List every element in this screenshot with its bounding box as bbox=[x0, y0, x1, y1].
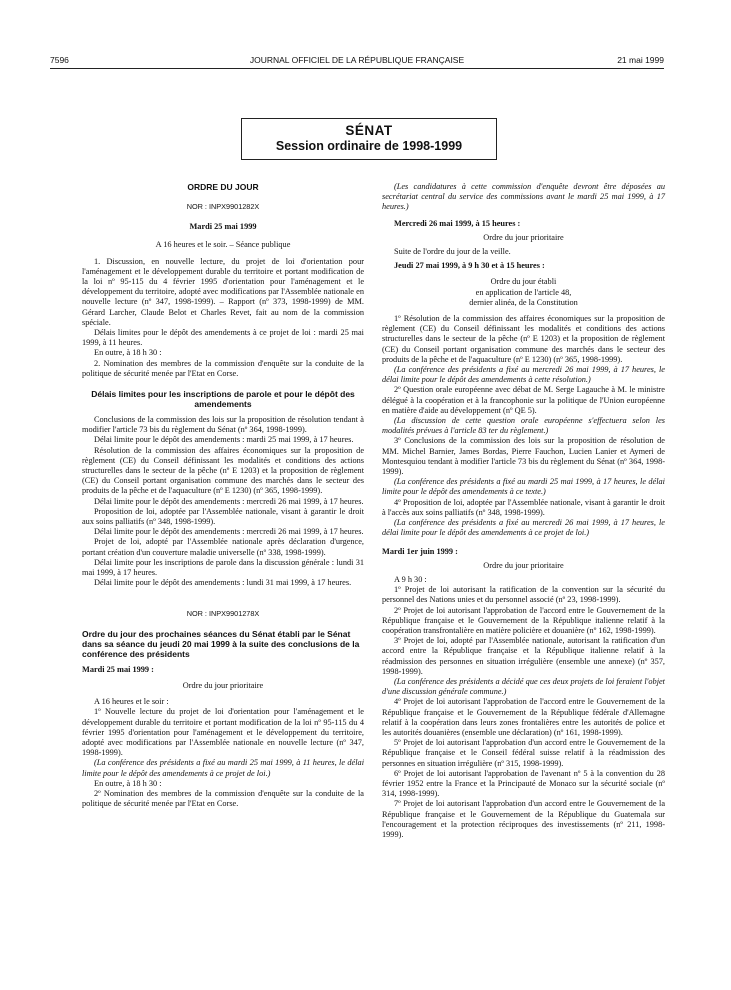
date-heading: Mardi 25 mai 1999 bbox=[189, 222, 257, 232]
agenda-item: 5º Projet de loi autorisant l'approbation d'un accord entre le Gouvernement de la République française et le Conseil fédéral suisse relatif à la réadmission des personnes en situation irrégulière (nº 315, 1998-1999). bbox=[382, 738, 665, 768]
agenda-item: 2º Projet de loi autorisant l'approbation de l'accord entre le Gouvernement de la République française et le Gouvernement de la République italienne relatif à la coopération transfrontalière en matière policière et douanière (nº 162, 1998-1999). bbox=[382, 605, 665, 635]
deadline-item: Conclusions de la commission des lois sur la proposition de résolution tendant à modifier l'article 73 bis du règlement du Sénat (nº 364, 1998-1999). bbox=[82, 415, 364, 435]
page-header bbox=[50, 55, 664, 69]
deadline-text: Délai limite pour le dépôt des amendements : mercredi 26 mai 1999, à 17 heures. bbox=[94, 527, 364, 537]
page-number: 7596 bbox=[50, 55, 69, 65]
left-column bbox=[82, 182, 364, 809]
deadline-text: Délai limite pour le dépôt des amendements : lundi 31 mai 1999, à 17 heures. bbox=[94, 578, 352, 588]
agenda-item: 3º Projet de loi, adopté par l'Assemblée nationale, autorisant la ratification d'un accord entre la République française et la République italienne relatif à la réadmission des personnes en situation irrégulière (ensemble une annexe) (nº 357, 1998-1999). bbox=[382, 636, 665, 676]
right-column bbox=[382, 182, 665, 840]
agenda-item: 1º Nouvelle lecture du projet de loi d'orientation pour l'aménagement et le développement durable du territoire et portant modification de la loi nº 95-115 du 4 février 1995 d'orientation pour l'aménagement et le développement du territoire, adopté avec modifications par l'Assemblée nationale en nouvelle lecture (nº 347, 1998-1999). bbox=[82, 707, 364, 758]
conference-note: (La conférence des présidents a fixé au mercredi 26 mai 1999, à 17 heures, le délai limite pour le dépôt des amendements à cette résolution.) bbox=[382, 365, 665, 385]
conference-note: (La discussion de cette question orale européenne s'effectuera selon les modalités prévues à l'article 83 ter du règlement.) bbox=[382, 416, 665, 436]
agenda-item: 4º Projet de loi autorisant l'approbation de l'accord entre le Gouvernement de la République française et le Gouvernement de la République fédérale d'Allemagne relatif à la coopération dans leurs zones frontalières entre les autorités de police et les autorités douanières (ensemble une déclaration) (nº 161, 1998-1999). bbox=[382, 697, 665, 737]
prioritaire-heading: Ordre du jour prioritaire bbox=[483, 560, 564, 570]
deadline-item: Résolution de la commission des affaires économiques sur la proposition de règlement (CE) du Conseil définissant les modalités et conditions des actions structurelles dans le secteur de la pêche (nº E 1203) et la proposition de règlement (CE) du Conseil portant organisation commune des marchés dans le secteur des produits de la pêche et de l'aquaculture (nº E 1230) (nº 365, 1998-1999). bbox=[82, 445, 364, 496]
banner-subtitle: Session ordinaire de 1998-1999 bbox=[275, 139, 463, 153]
outre-line: En outre, à 18 h 30 : bbox=[94, 348, 162, 358]
agenda-item: 2º Question orale européenne avec débat de M. Serge Lagauche à M. le ministre délégué à la coopération et à la francophonie sur la politique de l'Union européenne en matière d'aide au développement (nº QE 5). bbox=[382, 385, 665, 415]
deadline-item: Projet de loi, adopté par l'Assemblée nationale après déclaration d'urgence, portant création d'un couverture maladie universelle (nº 338, 1998-1999). bbox=[82, 537, 364, 557]
agenda-item: 6º Projet de loi autorisant l'approbation de l'avenant nº 5 à la convention du 28 février 1952 entre la France et la Principauté de Monaco sur la sécurité sociale (nº 314, 1998-1999). bbox=[382, 768, 665, 799]
date-heading: Mardi 1er juin 1999 : bbox=[382, 546, 458, 556]
etabli-line: Ordre du jour établi bbox=[490, 277, 557, 287]
agenda-item: 1. Discussion, en nouvelle lecture, du projet de loi d'orientation pour l'aménagement et le développement durable du territoire et portant modification de la loi nº 95-115 du 4 février 1995 d'orientation pour l'aménagement et le développement du territoire, adopté avec modifications par l'Assemblée nationale en nouvelle lecture (nº 347, 1998-1999). – Rapport (nº 373, 1998-1999) de MM. Gérard Larcher, Claude Belot et Charles Revet, fait au nom de la commission spéciale. bbox=[82, 256, 364, 327]
etabli-line: dernier alinéa, de la Constitution bbox=[469, 297, 578, 307]
outre-line: En outre, à 18 h 30 : bbox=[94, 778, 162, 788]
ordre-title: ORDRE DU JOUR bbox=[187, 182, 259, 192]
time-line: A 16 heures et le soir : bbox=[94, 697, 169, 707]
issue-date: 21 mai 1999 bbox=[617, 55, 664, 65]
journal-title: JOURNAL OFFICIEL DE LA RÉPUBLIQUE FRANÇAISE bbox=[249, 55, 465, 65]
deadline-text: Délais limites pour le dépôt des amendements à ce projet de loi : mardi 25 mai 1999, à 11 heures. bbox=[82, 328, 364, 348]
deadline-item: Proposition de loi, adoptée par l'Assemblée nationale, visant à garantir le droit aux soins palliatifs (nº 348, 1998-1999). bbox=[82, 506, 364, 527]
date-heading: Mardi 25 mai 1999 : bbox=[82, 664, 154, 674]
agenda-item: 1º Résolution de la commission des affaires économiques sur la proposition de règlement (CE) du Conseil définissant les modalités et conditions des actions structurelles dans le secteur de la pêche (nº E 1203) et la proposition de règlement (CE) du Conseil portant organisation commune des marchés dans le secteur des produits de la pêche et de l'aquaculture (nº E 1230) (nº 365, 1998-1999). bbox=[382, 314, 665, 364]
banner-title: SÉNAT bbox=[345, 123, 393, 138]
deadline-text: Délai limite pour le dépôt des amendements : mercredi 26 mai 1999, à 17 heures. bbox=[94, 496, 364, 506]
date-heading: Mercredi 26 mai 1999, à 15 heures : bbox=[394, 218, 521, 228]
conference-note: (La conférence des présidents a fixé au mardi 25 mai 1999, à 17 heures, le délai limite pour le dépôt des amendements à ce texte.) bbox=[382, 477, 665, 497]
prochaines-title: Ordre du jour des prochaines séances du Sénat établi par le Sénat dans sa séance du jeudi 20 mai 1999 à la suite des conclusions de la conférence des présidents bbox=[82, 628, 360, 659]
agenda-item: 2. Nomination des membres de la commission d'enquête sur la conduite de la politique de sécurité menée par l'Etat en Corse. bbox=[82, 358, 364, 378]
nor-code: NOR : INPX9901278X bbox=[186, 608, 260, 618]
prioritaire-heading: Ordre du jour prioritaire bbox=[483, 232, 564, 242]
date-heading: Jeudi 27 mai 1999, à 9 h 30 et à 15 heures : bbox=[394, 261, 545, 271]
prioritaire-heading: Ordre du jour prioritaire bbox=[182, 680, 264, 690]
suite-line: Suite de l'ordre du jour de la veille. bbox=[394, 247, 511, 257]
conference-note: (La conférence des présidents a fixé au mercredi 26 mai 1999, à 17 heures, le délai limite pour le dépôt des amendements à ce projet de loi.) bbox=[382, 518, 665, 538]
time-line: A 9 h 30 : bbox=[394, 574, 427, 584]
agenda-item: 2º Nomination des membres de la commission d'enquête sur la conduite de la politique de sécurité menée par l'Etat en Corse. bbox=[82, 788, 364, 809]
agenda-item: 7º Projet de loi autorisant l'approbation d'un accord entre le Gouvernement de la République française et le Gouvernement de la République du Guatemala sur l'encouragement et la protection réciproques des investissements (nº 211, 1998-1999). bbox=[382, 799, 665, 839]
senat-banner bbox=[241, 118, 497, 160]
header-rule bbox=[50, 68, 664, 69]
conference-note: (La conférence des présidents a fixé au mardi 25 mai 1999, à 11 heures, le délai limite pour le dépôt des amendements à ce projet de loi.) bbox=[82, 758, 364, 778]
seance-line: A 16 heures et le soir. – Séance publique bbox=[155, 240, 291, 250]
etabli-line: en application de l'article 48, bbox=[475, 287, 572, 297]
delais-title: Délais limites pour les inscriptions de parole et pour le dépôt des amendements bbox=[91, 389, 355, 410]
agenda-item: 3º Conclusions de la commission des lois sur la proposition de résolution de MM. Michel Barnier, James Bordas, Pierre Fauchon, Lucien Lanier et Aymeri de Montesquiou tendant à modifier l'article 73 bis du règlement du Sénat (nº 364, 1998-1999). bbox=[382, 436, 665, 477]
deadline-text: Délai limite pour les inscriptions de parole dans la discussion générale : lundi 31 mai 1999, à 17 heures. bbox=[82, 557, 364, 578]
agenda-item: 4º Proposition de loi, adoptée par l'Assemblée nationale, visant à garantir le droit à l'accès aux soins palliatifs (nº 348, 1998-1999). bbox=[382, 497, 665, 517]
agenda-item: 1º Projet de loi autorisant la ratification de la convention sur la sécurité du personnel des Nations unies et du personnel associé (nº 23, 1998-1999). bbox=[382, 585, 665, 605]
nor-code: NOR : INPX9901282X bbox=[186, 202, 260, 211]
deadline-text: Délai limite pour le dépôt des amendements : mardi 25 mai 1999, à 17 heures. bbox=[94, 435, 354, 445]
candidatures-note: (Les candidatures à cette commission d'enquête devront être déposées au secrétariat central du service des commissions avant le mardi 25 mai 1999, à 17 heures.) bbox=[382, 182, 665, 212]
conference-note: (La conférence des présidents a décidé que ces deux projets de loi feraient l'objet d'une discussion générale commune.) bbox=[382, 676, 665, 697]
